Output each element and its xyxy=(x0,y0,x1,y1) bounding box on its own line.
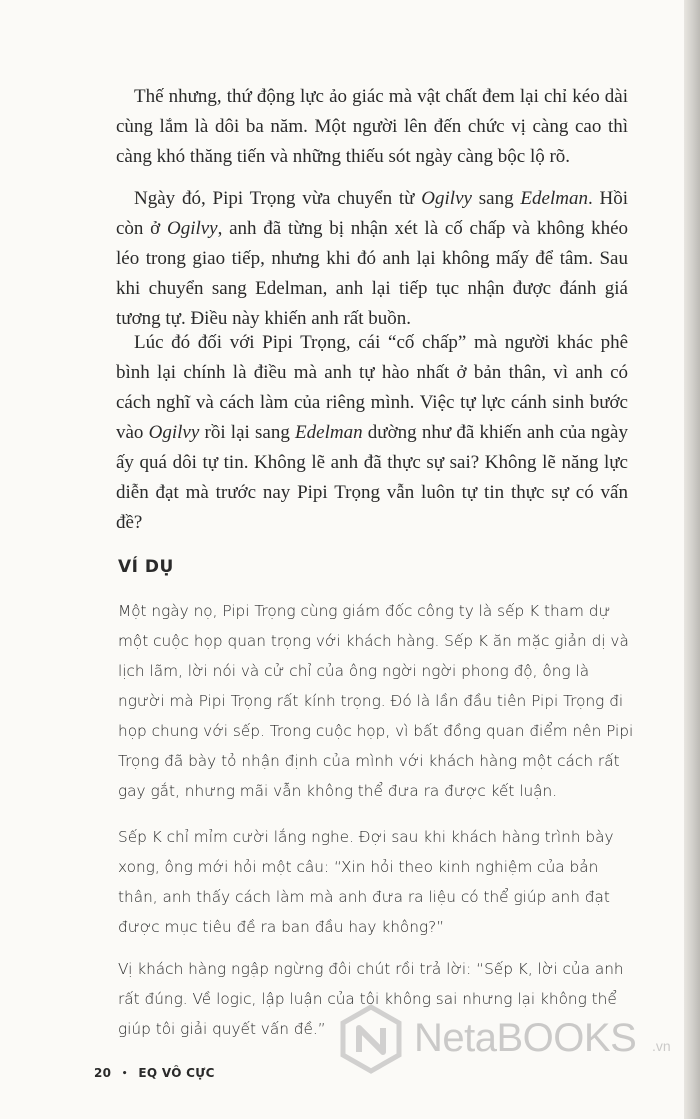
example-heading: VÍ DỤ xyxy=(118,557,174,577)
paragraph-3: Lúc đó đối với Pipi Trọng, cái “cố chấp” mà người khác phê bình lại chính là điều mà anh tự hào nhất ở bản thân, vì anh có cách nghĩ và cách làm của riêng mình. Việc tự lực cánh sinh bước vào Ogilvy rồi lại sang Edelman dường như đã khiến anh của ngày ấy quá dôi tự tin. Không lẽ anh đã thực sự sai? Không lẽ năng lực diễn đạt mà trước nay Pipi Trọng vẫn luôn tự tin thực sự có vấn đề? xyxy=(116,332,628,533)
paragraph-1: Thế nhưng, thứ động lực ảo giác mà vật chất đem lại chỉ kéo dài cùng lắm là dôi ba năm. Một người lên đến chức vị càng cao thì càng khó thăng tiến và những thiếu sót ngày càng bộc lộ rõ. xyxy=(116,86,628,167)
paragraph-2: Ngày đó, Pipi Trọng vừa chuyển từ Ogilvy sang Edelman. Hồi còn ở Ogilvy, anh đã từng bị nhận xét là cố chấp và không khéo léo trong giao tiếp, nhưng khi đó anh lại không mấy để tâm. Sau khi chuyển sang Edelman, anh lại tiếp tục nhận được đánh giá tương tự. Điều này khiến anh rất buồn. xyxy=(116,188,629,329)
watermark xyxy=(336,1004,676,1074)
book-title: EQ VÔ CỰC xyxy=(138,1066,215,1080)
footer-separator: • xyxy=(121,1069,128,1079)
page-edge-shadow xyxy=(684,0,700,1119)
example-paragraph-2: Sếp K chỉ mỉm cười lắng nghe. Đợi sau khi khách hàng trình bày xong, ông mới hỏi một câu: “Xin hỏi theo kinh nghiệm của bản thân, anh thấy cách làm mà anh đưa ra liệu có thể giúp anh đạt được mục tiêu đề ra ban đầu hay không?” xyxy=(118,828,614,936)
watermark-suffix: .vn xyxy=(652,1038,671,1054)
page-number: 20 xyxy=(94,1066,112,1080)
netabooks-logo-icon xyxy=(336,1004,406,1074)
page-footer xyxy=(94,1066,215,1080)
example-paragraph-1: Một ngày nọ, Pipi Trọng cùng giám đốc công ty là sếp K tham dự một cuộc họp quan trọng với khách hàng. Sếp K ăn mặc giản dị và lịch lãm, lời nói và cử chỉ của ông ngời ngời phong độ, ông là người mà Pipi Trọng rất kính trọng. Đó là lần đầu tiên Pipi Trọng đi họp chung với sếp. Trong cuộc họp, vì bất đồng quan điểm nên Pipi Trọng đã bày tỏ nhận định của mình với khách hàng một cách rất gay gắt, nhưng mãi vẫn không thể đưa ra được kết luận. xyxy=(118,602,634,800)
watermark-brand: NetaBOOKS xyxy=(414,1016,637,1060)
example-paragraph-3: Vị khách hàng ngập ngừng đôi chút rồi trả lời: “Sếp K, lời của anh rất đúng. Về logic, lập luận của tôi không sai nhưng lại không thể giúp tôi giải quyết vấn đề.” xyxy=(118,960,624,1038)
